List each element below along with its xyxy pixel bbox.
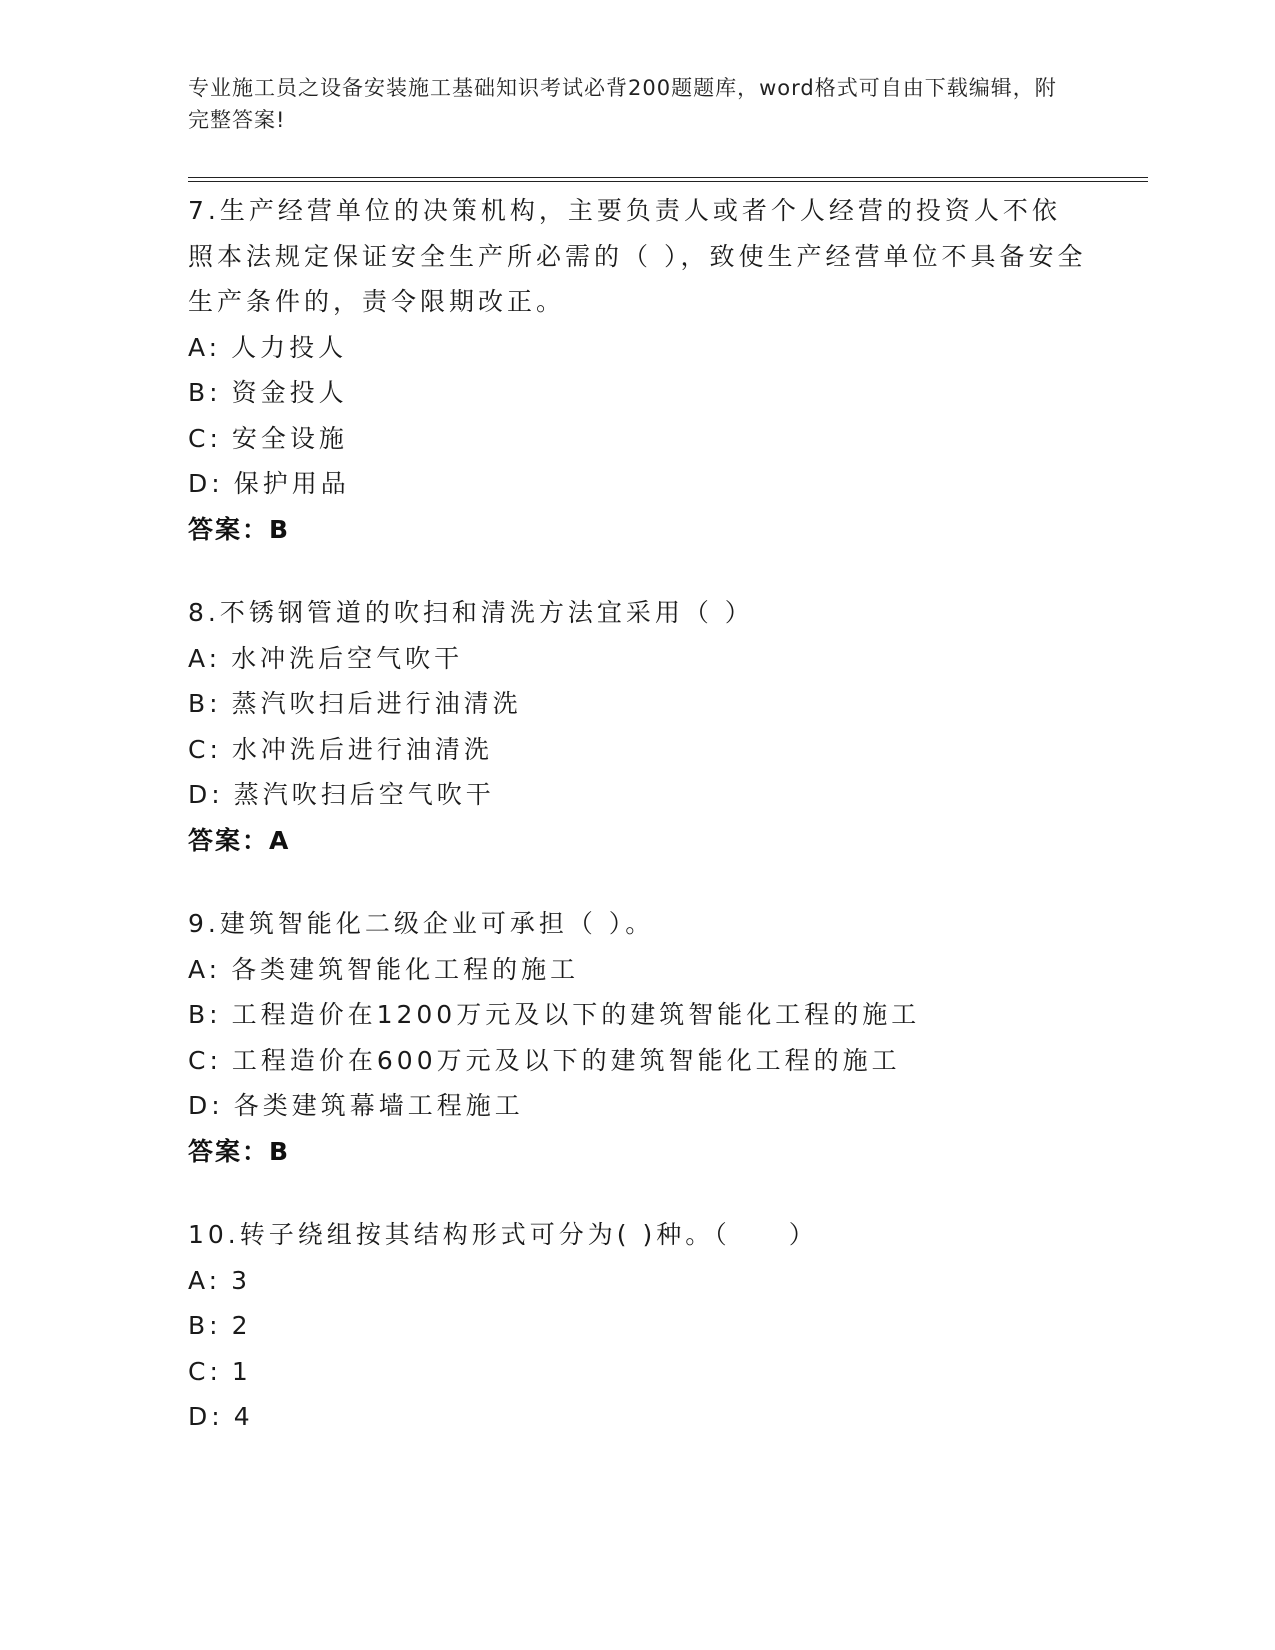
option-d [188,461,1088,507]
option-text: 水冲洗后进行油清洗 [231,734,493,764]
option-d [188,772,1088,818]
option-letter: B: [188,1311,222,1340]
question-10 [188,1212,1088,1440]
option-text: 蒸汽吹扫后空气吹干 [233,780,495,809]
option-text: 4 [233,1402,254,1431]
question-stem: 9.建筑智能化二级企业可承担（ ）。 [188,909,655,938]
option-d [188,1083,1088,1129]
option-letter: D: [188,1091,224,1120]
question-7 [188,188,1088,552]
question-list [188,188,1088,1478]
option-letter: A: [188,1265,222,1295]
option-letter: B: [188,689,222,718]
option-text: 资金投人 [231,378,348,407]
option-text: 1 [231,1356,252,1386]
option-a [188,636,1088,682]
option-letter: B: [188,1000,222,1029]
option-b [188,1303,1088,1349]
option-c [188,727,1088,773]
option-letter: A: [188,954,222,984]
option-a [188,947,1088,993]
question-stem: 10.转子绕组按其结构形式可分为( )种。（ ） [188,1220,818,1249]
answer-line: 答案：B [188,514,291,544]
option-text: 各类建筑智能化工程的施工 [231,954,580,984]
option-text: 3 [231,1265,251,1295]
option-letter: C: [188,1045,222,1075]
option-text: 蒸汽吹扫后进行油清洗 [231,689,522,718]
option-b [188,370,1088,416]
option-b [188,992,1088,1038]
header-divider-top [188,177,1148,178]
option-letter: C: [188,734,222,764]
option-text: 各类建筑幕墙工程施工 [233,1091,524,1120]
option-letter: D: [188,469,224,498]
option-letter: D: [188,780,224,809]
option-letter: C: [188,1356,222,1386]
option-text: 工程造价在1200万元及以下的建筑智能化工程的施工 [231,1000,921,1029]
answer-line: 答案：A [188,825,291,855]
question-stem: 8.不锈钢管道的吹扫和清洗方法宜采用（ ） [188,598,754,627]
header-divider-bottom [188,181,1148,182]
option-text: 人力投人 [231,332,348,362]
option-c [188,416,1088,462]
option-d [188,1394,1088,1440]
option-letter: A: [188,643,222,673]
option-letter: C: [188,423,222,453]
question-9 [188,901,1088,1174]
question-8 [188,590,1088,863]
option-text: 保护用品 [233,469,350,498]
option-c [188,1038,1088,1084]
option-text: 2 [231,1311,252,1340]
option-letter: A: [188,332,222,362]
document-header: 专业施工员之设备安装施工基础知识考试必背200题题库，word格式可自由下载编辑，附完整答案! [188,76,1057,132]
option-letter: D: [188,1402,224,1431]
option-text: 水冲洗后空气吹干 [231,643,464,673]
question-stem: 7.生产经营单位的决策机构，主要负责人或者个人经营的投资人不依照本法规定保证安全生产所必需的（ ），致使生产经营单位不具备安全生产条件的，责令限期改正。 [188,196,1087,316]
option-c [188,1349,1088,1395]
answer-line: 答案：B [188,1136,291,1166]
option-a [188,1258,1088,1304]
option-a [188,325,1088,371]
option-b [188,681,1088,727]
option-text: 安全设施 [231,423,348,453]
option-text: 工程造价在600万元及以下的建筑智能化工程的施工 [231,1045,901,1075]
option-letter: B: [188,378,222,407]
